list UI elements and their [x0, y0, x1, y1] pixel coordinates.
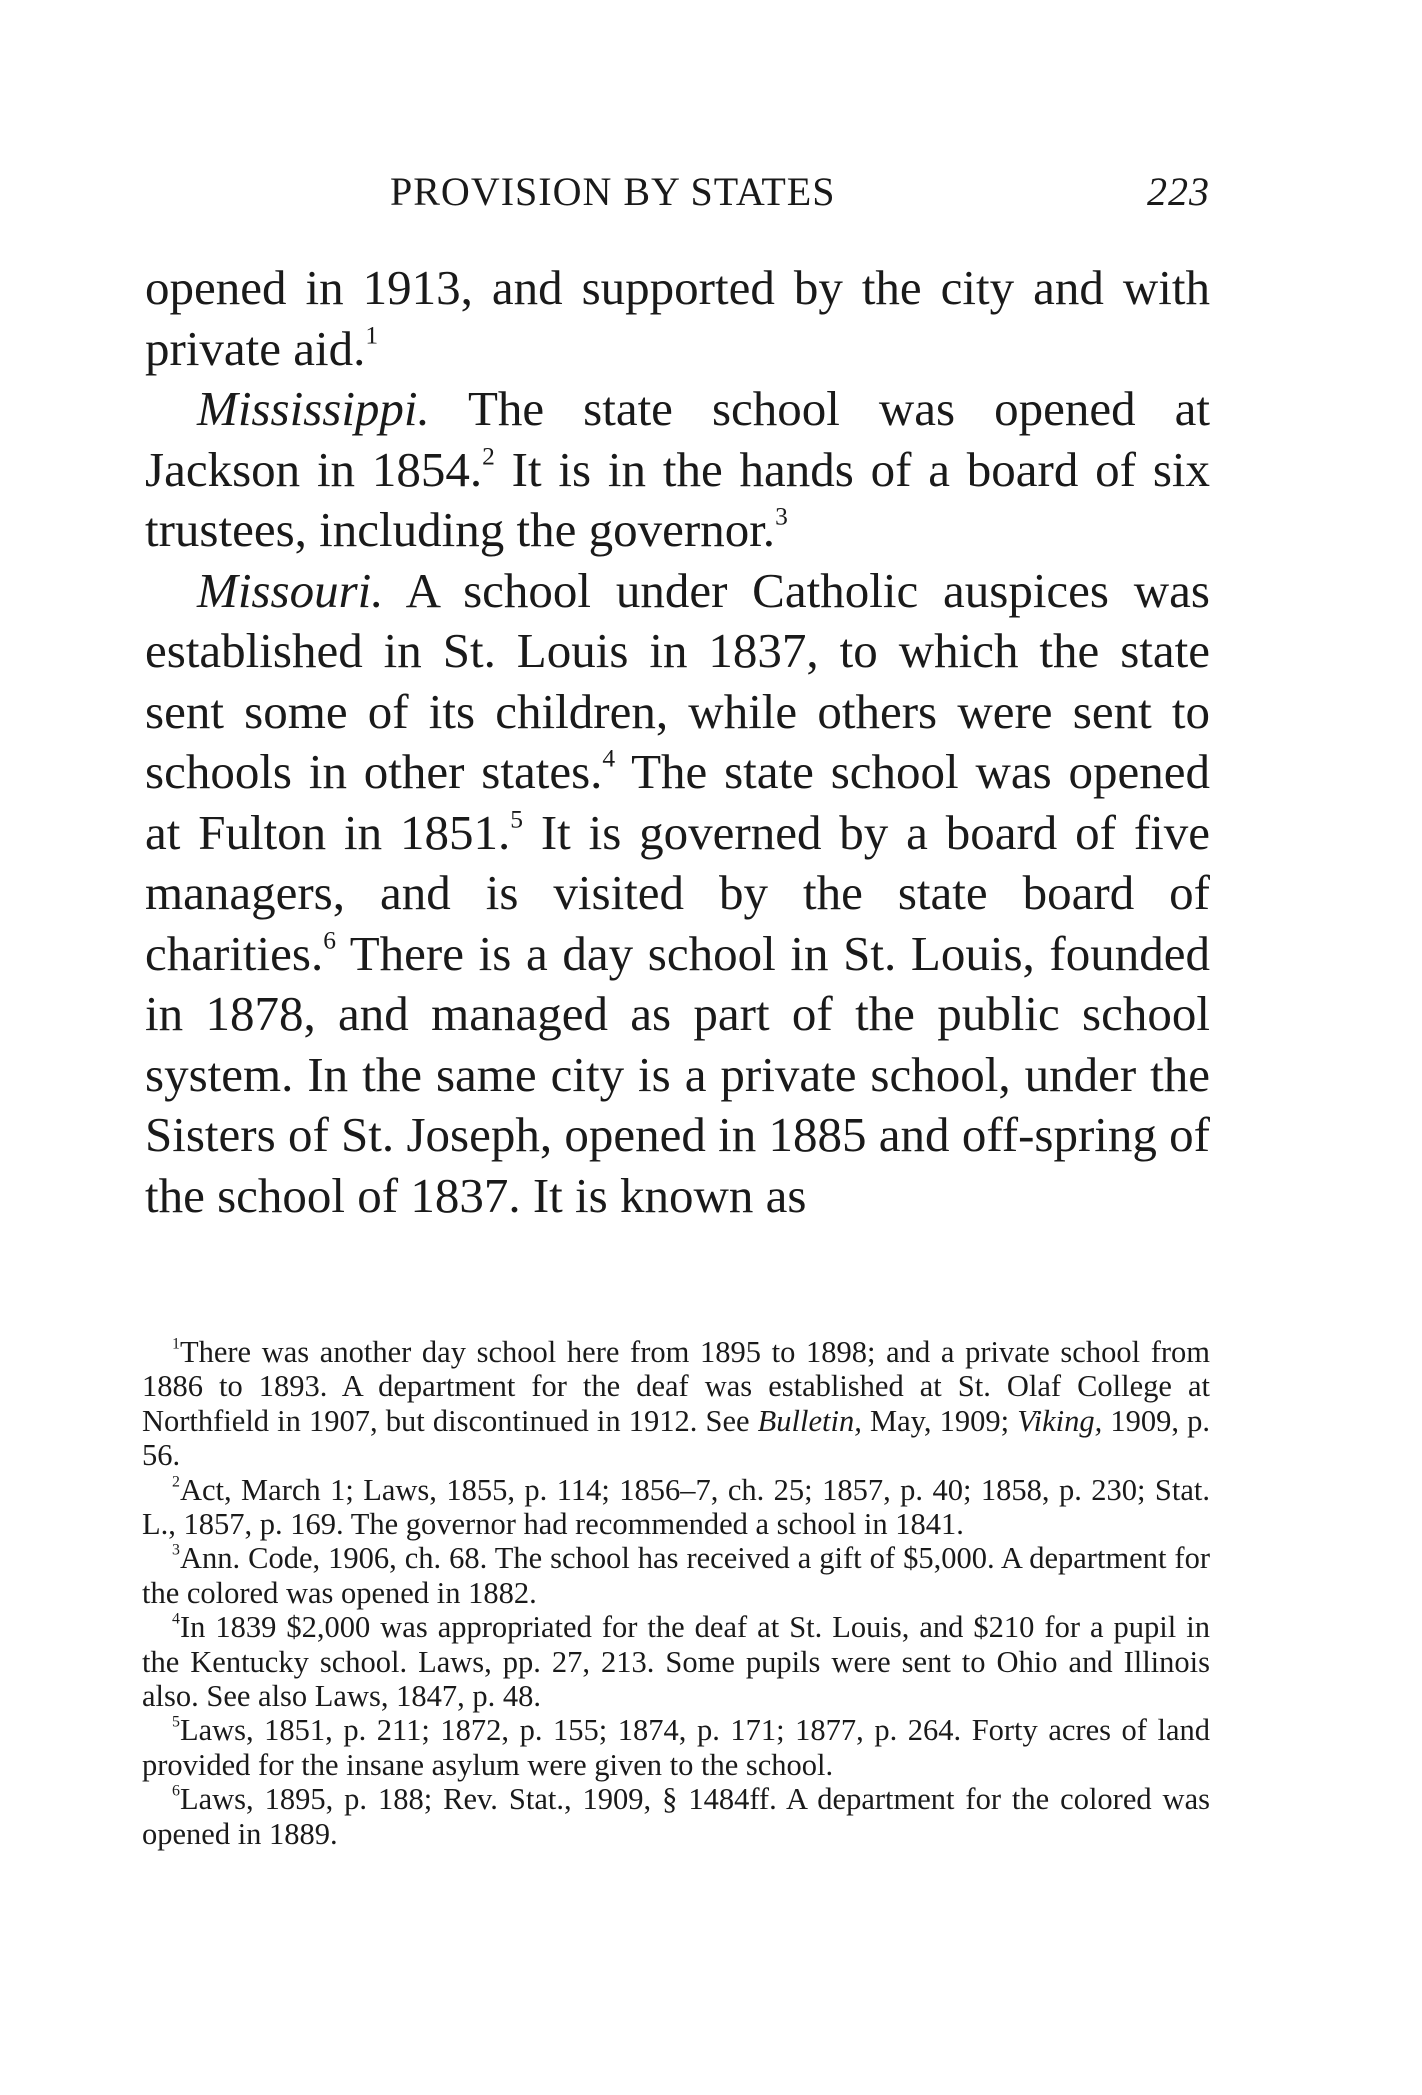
footnote-2 — [142, 1473, 1210, 1542]
page-number: 223 — [1147, 169, 1210, 214]
footnote-6 — [142, 1782, 1210, 1851]
footnote-text: 1909, p. 56. — [142, 1403, 1211, 1473]
footnote-mark: 2 — [172, 1473, 180, 1491]
footnote-text: Laws, 1851, p. 211; 1872, p. 155; 1874, p. 171; 1877, p. 264. Forty acres of land provided for the insane asylum were given to the school. — [142, 1713, 1210, 1782]
footnote-ref: 1 — [365, 319, 379, 349]
main-text — [145, 258, 1210, 1226]
paragraph-text: It is governed by a board of five managers, and is visited by the state board of charities. — [145, 804, 1210, 981]
footnote-ref: 6 — [323, 924, 336, 954]
footnote-mark: 5 — [172, 1714, 180, 1731]
footnote-1 — [142, 1335, 1210, 1473]
footnote-text: There was another day school here from 1895 to 1898; and a private school from 1886 to 1893. A department for the deaf was established at St. Olaf College at Northfield in 1907, but discontinued in 1912. See — [142, 1335, 1210, 1438]
paragraph-text: The state school was opened at Jackson in 1854. — [145, 381, 1210, 497]
running-title: PROVISION BY STATES — [390, 169, 836, 214]
footnote-ref: 2 — [482, 440, 495, 470]
paragraph-text: The state school was opened at Fulton in 1851. — [145, 744, 1210, 860]
footnote-italic: Bulletin, — [757, 1403, 862, 1438]
footnote-text: Act, March 1; Laws, 1855, p. 114; 1856–7, ch. 25; 1857, p. 40; 1858, p. 230; Stat. L., 1857, p. 169. The governor had recommended a school in 1841. — [142, 1472, 1210, 1542]
footnote-text: Ann. Code, 1906, ch. 68. The school has received a gift of $5,000. A department for the colored was opened in 1882. — [142, 1541, 1210, 1610]
footnote-ref: 4 — [602, 743, 616, 773]
footnote-5 — [142, 1713, 1210, 1782]
footnote-ref: 3 — [775, 501, 788, 531]
footnote-text: May, 1909; — [861, 1403, 1018, 1438]
paragraph-text: It is in the hands of a board of six trustees, including the governor. — [145, 441, 1210, 557]
paragraph-missouri — [145, 561, 1210, 1227]
paragraph-mississippi — [145, 379, 1210, 561]
footnote-text: In 1839 $2,000 was appropriated for the deaf at St. Louis, and $210 for a pupil in the Kentucky school. Laws, pp. 27, 213. Some pupils were sent to Ohio and Illinois also. See also Laws, 1847, p. 48. — [142, 1610, 1210, 1714]
footnote-ref: 5 — [510, 803, 523, 833]
footnote-4 — [142, 1610, 1210, 1713]
footnotes — [142, 1335, 1210, 1851]
paragraph-continuation — [145, 258, 1210, 379]
footnote-mark: 6 — [172, 1782, 180, 1800]
footnote-mark: 1 — [172, 1335, 180, 1353]
paragraph-text: opened in 1913, and supported by the city and with private aid. — [145, 260, 1210, 376]
footnote-text: Laws, 1895, p. 188; Rev. Stat., 1909, § 1484ff. A department for the colored was opened in 1889. — [142, 1782, 1210, 1851]
paragraph-text: A school under Catholic auspices was established in St. Louis in 1837, to which the state sent some of its children, while others were sent to schools in other states. — [145, 562, 1210, 799]
footnote-italic: Viking, — [1017, 1403, 1103, 1438]
footnote-mark: 4 — [172, 1610, 180, 1628]
paragraph-text: There is a day school in St. Louis, founded in 1878, and managed as part of the public school system. In the same city is a private school, under the Sisters of St. Joseph, opened in 1885 and off-spring of the school of 1837. It is known as — [145, 925, 1210, 1223]
state-name-missouri: Missouri. — [197, 562, 384, 618]
footnote-3 — [142, 1541, 1210, 1610]
running-head — [145, 168, 1210, 218]
footnote-mark: 3 — [172, 1541, 180, 1559]
state-name-mississippi: Mississippi. — [197, 381, 430, 436]
